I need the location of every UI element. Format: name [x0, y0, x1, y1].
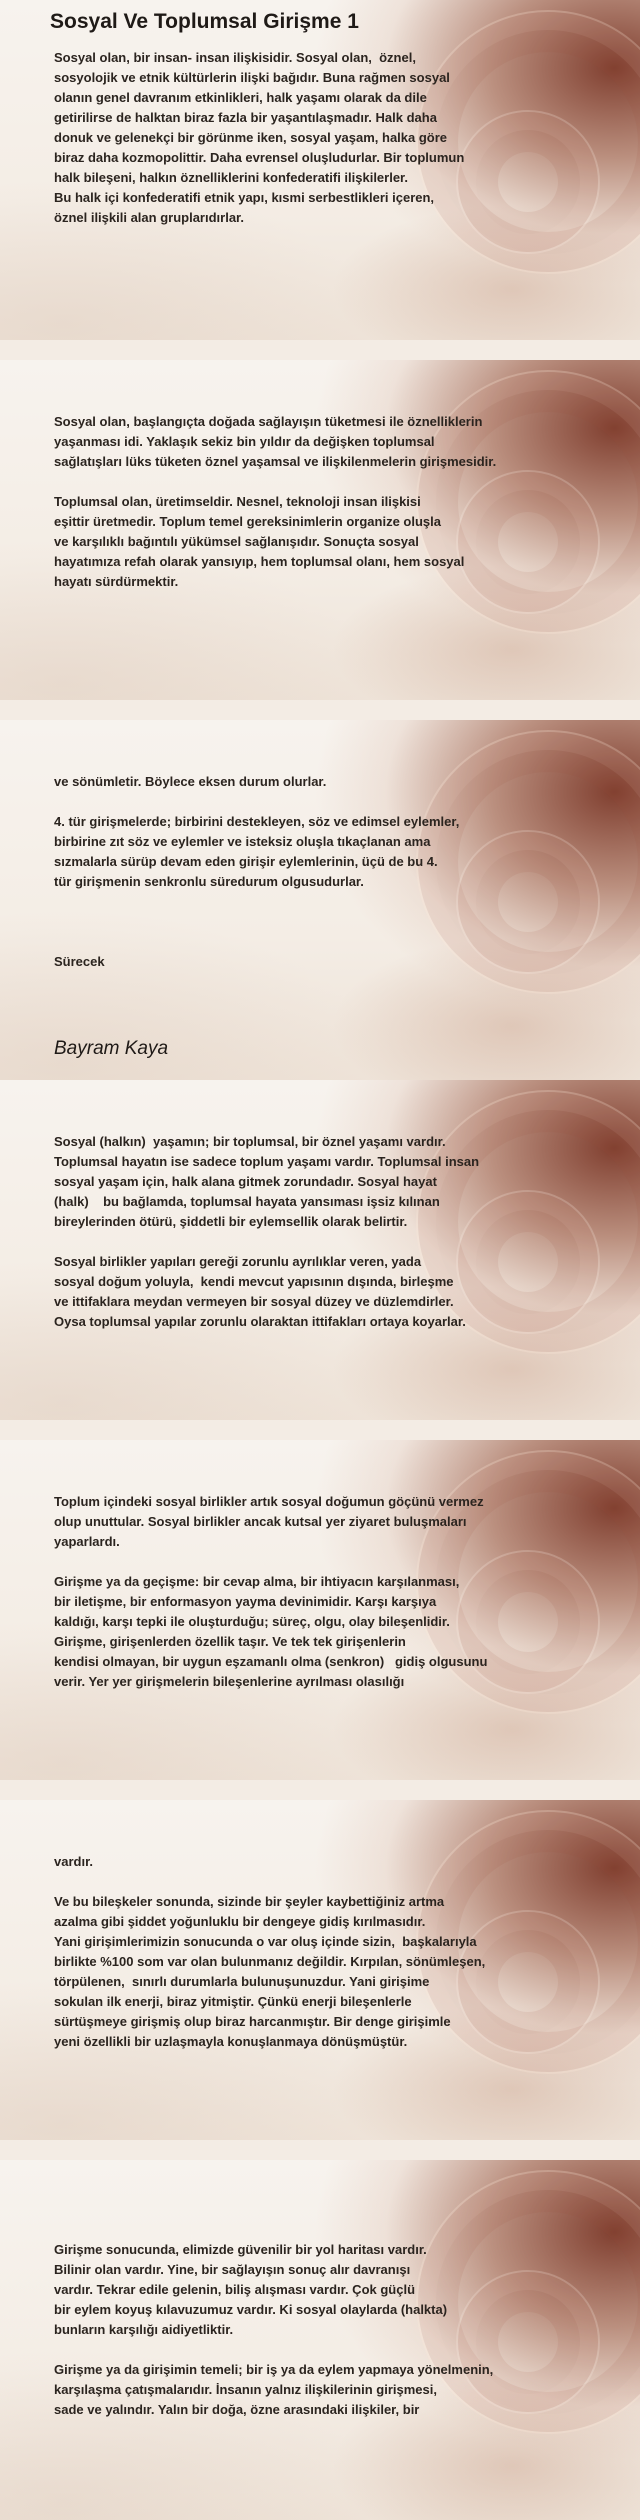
panel-7 [0, 2160, 640, 2520]
author-name: Bayram Kaya [54, 1038, 169, 1059]
paragraph-2: Sosyal olan, başlangıçta doğada sağlayışın tüketmesi ile öznelliklerin yaşanması idi. Yaklaşık sekiz bin yıldır da değişken toplumsal sağlatışları lüks tüketen öznel yaşamsal ve ilişkilenmelerin girişmesidir. Toplumsal olan, üretimseldir. Nesnel, teknoloji insan ilişkisi eşittir üretmedir. Toplum temel gereksinimlerin organize oluşla ve karşılıklı bağıntılı yükümsel sağlanışıdır. Sonuçta sosyal hayatımıza refah olarak yansıyıp, hem toplumsal olanı, hem sosyal hayatı sürdürmektir. [54, 414, 497, 589]
paragraph-3: ve sönümletir. Böylece eksen durum olurlar. 4. tür girişmelerde; birbirini destekleyen, söz ve edimsel eylemler, birbirine zıt söz ve eylemler ve isteksiz oluşla tıkaçlanan ama sızmalarla sürüp devam eden girişir eylemlerinin, üçü de bu 4. tür girişmenin senkronlu süredurum olgusudurlar. Sürecek [54, 774, 460, 969]
page-title: Sosyal Ve Toplumsal Girişme 1 [50, 10, 359, 33]
panel-4 [0, 1080, 640, 1420]
paragraph-5: Toplum içindeki sosyal birlikler artık sosyal doğumun göçünü vermez olup unuttular. Sosyal birlikler ancak kutsal yer ziyaret buluşmaları yaparlardı. Girişme ya da geçişme: bir cevap alma, bir ihtiyacın karşılanması, bir iletişme, bir enformasyon yayma devinimidir. Karşı karşıya kaldığı, karşı tepki ile oluşturduğu; süreç, olgu, olay bileşenlidir. Girişme, girişenlerden özellik taşır. Ve tek tek girişenlerin kendisi olmayan, bir uygun eşzamanlı olma (senkron) gidiş olgusunu verir. Yer yer girişmelerin bileşenlerine ayrılması olasılığı [54, 1494, 488, 1689]
paragraph-6: vardır. Ve bu bileşkeler sonunda, sizinde bir şeyler kaybettiğiniz artma azalma gibi şiddet yoğunluklu bir dengeye gidiş kırılmasıdır. Yani girişimlerimizin sonucunda o var oluş içinde sizin, başkalarıyla birlikte %100 som var olan bulunmanız değildir. Kırpılan, sönümleşen, törpülenen, sınırlı durumlarla bulunuşunuzdur. Yani girişime sokulan ilk enerji, biraz yitmiştir. Çünkü enerji bileşenlerle sürtüşmeye girişmiş olup biraz harcanmıştır. Bir denge girişimle yeni özellikli bir uzlaşmayla konuşlanmaya dönüşmüştür. [54, 1854, 486, 2049]
panel-5 [0, 1440, 640, 1780]
paragraph-4: Sosyal (halkın) yaşamın; bir toplumsal, bir öznel yaşamı vardır. Toplumsal hayatın ise sadece toplum yaşamı vardır. Toplumsal insan sosyal yaşam için, halk alana gitmek zorundadır. Sosyal hayat (halk) bu bağlamda, toplumsal hayata yansıması işsiz kılınan bireylerinden ötürü, şiddetli bir eylemsellik olarak belirtir. Sosyal birlikler yapıları gereği zorunlu ayrılıklar veren, yada sosyal doğum yoluyla, kendi mevcut yapısının dışında, birleşme ve ittifaklara meydan vermeyen bir sosyal düzey ve düzlemdirler. Oysa toplumsal yapılar zorunlu olaraktan ittifakları ortaya koyarlar. [54, 1134, 480, 1329]
panel-6 [0, 1800, 640, 2140]
paragraph-1: Sosyal olan, bir insan- insan ilişkisidir. Sosyal olan, öznel, sosyolojik ve etnik kültürlerin ilişki bağıdır. Buna rağmen sosyal olanın genel davranım etkinlikleri, halk yaşamı olarak da dile getirilirse de halktan biraz fazla bir yaşantılaşmadır. Halk daha donuk ve gelenekçi bir görünme iken, sosyal yaşam, halka göre biraz daha kozmopolittir. Daha evrensel oluşludurlar. Bir toplumun halk bileşeni, halkın öznelliklerini konfederatifi ilişkilerler. Bu halk içi konfederatifi etnik yapı, kısmi serbestlikleri içeren, öznel ilişkili alan gruplarıdırlar. [54, 50, 465, 225]
panel-1 [0, 0, 640, 340]
paragraph-7: Girişme sonucunda, elimizde güvenilir bir yol haritası vardır. Bilinir olan vardır. Yine, bir sağlayışın sonuç alır davranışı vardır. Tekrar edile gelenin, biliş alışması vardır. Çok güçlü bir eylem koyuş kılavuzumuz vardır. Ki sosyal olaylarda (halkta) bunların karşılığı aidiyetliktir. Girişme ya da girişimin temeli; bir iş ya da eylem yapmaya yönelmenin, karşılaşma çatışmalarıdır. İnsanın yalnız ilişkilerinin girişmesi, sade ve yalındır. Yalın bir doğa, özne arasındaki ilişkiler, bir [54, 2242, 494, 2417]
panel-3 [0, 720, 640, 1080]
panel-2 [0, 360, 640, 700]
